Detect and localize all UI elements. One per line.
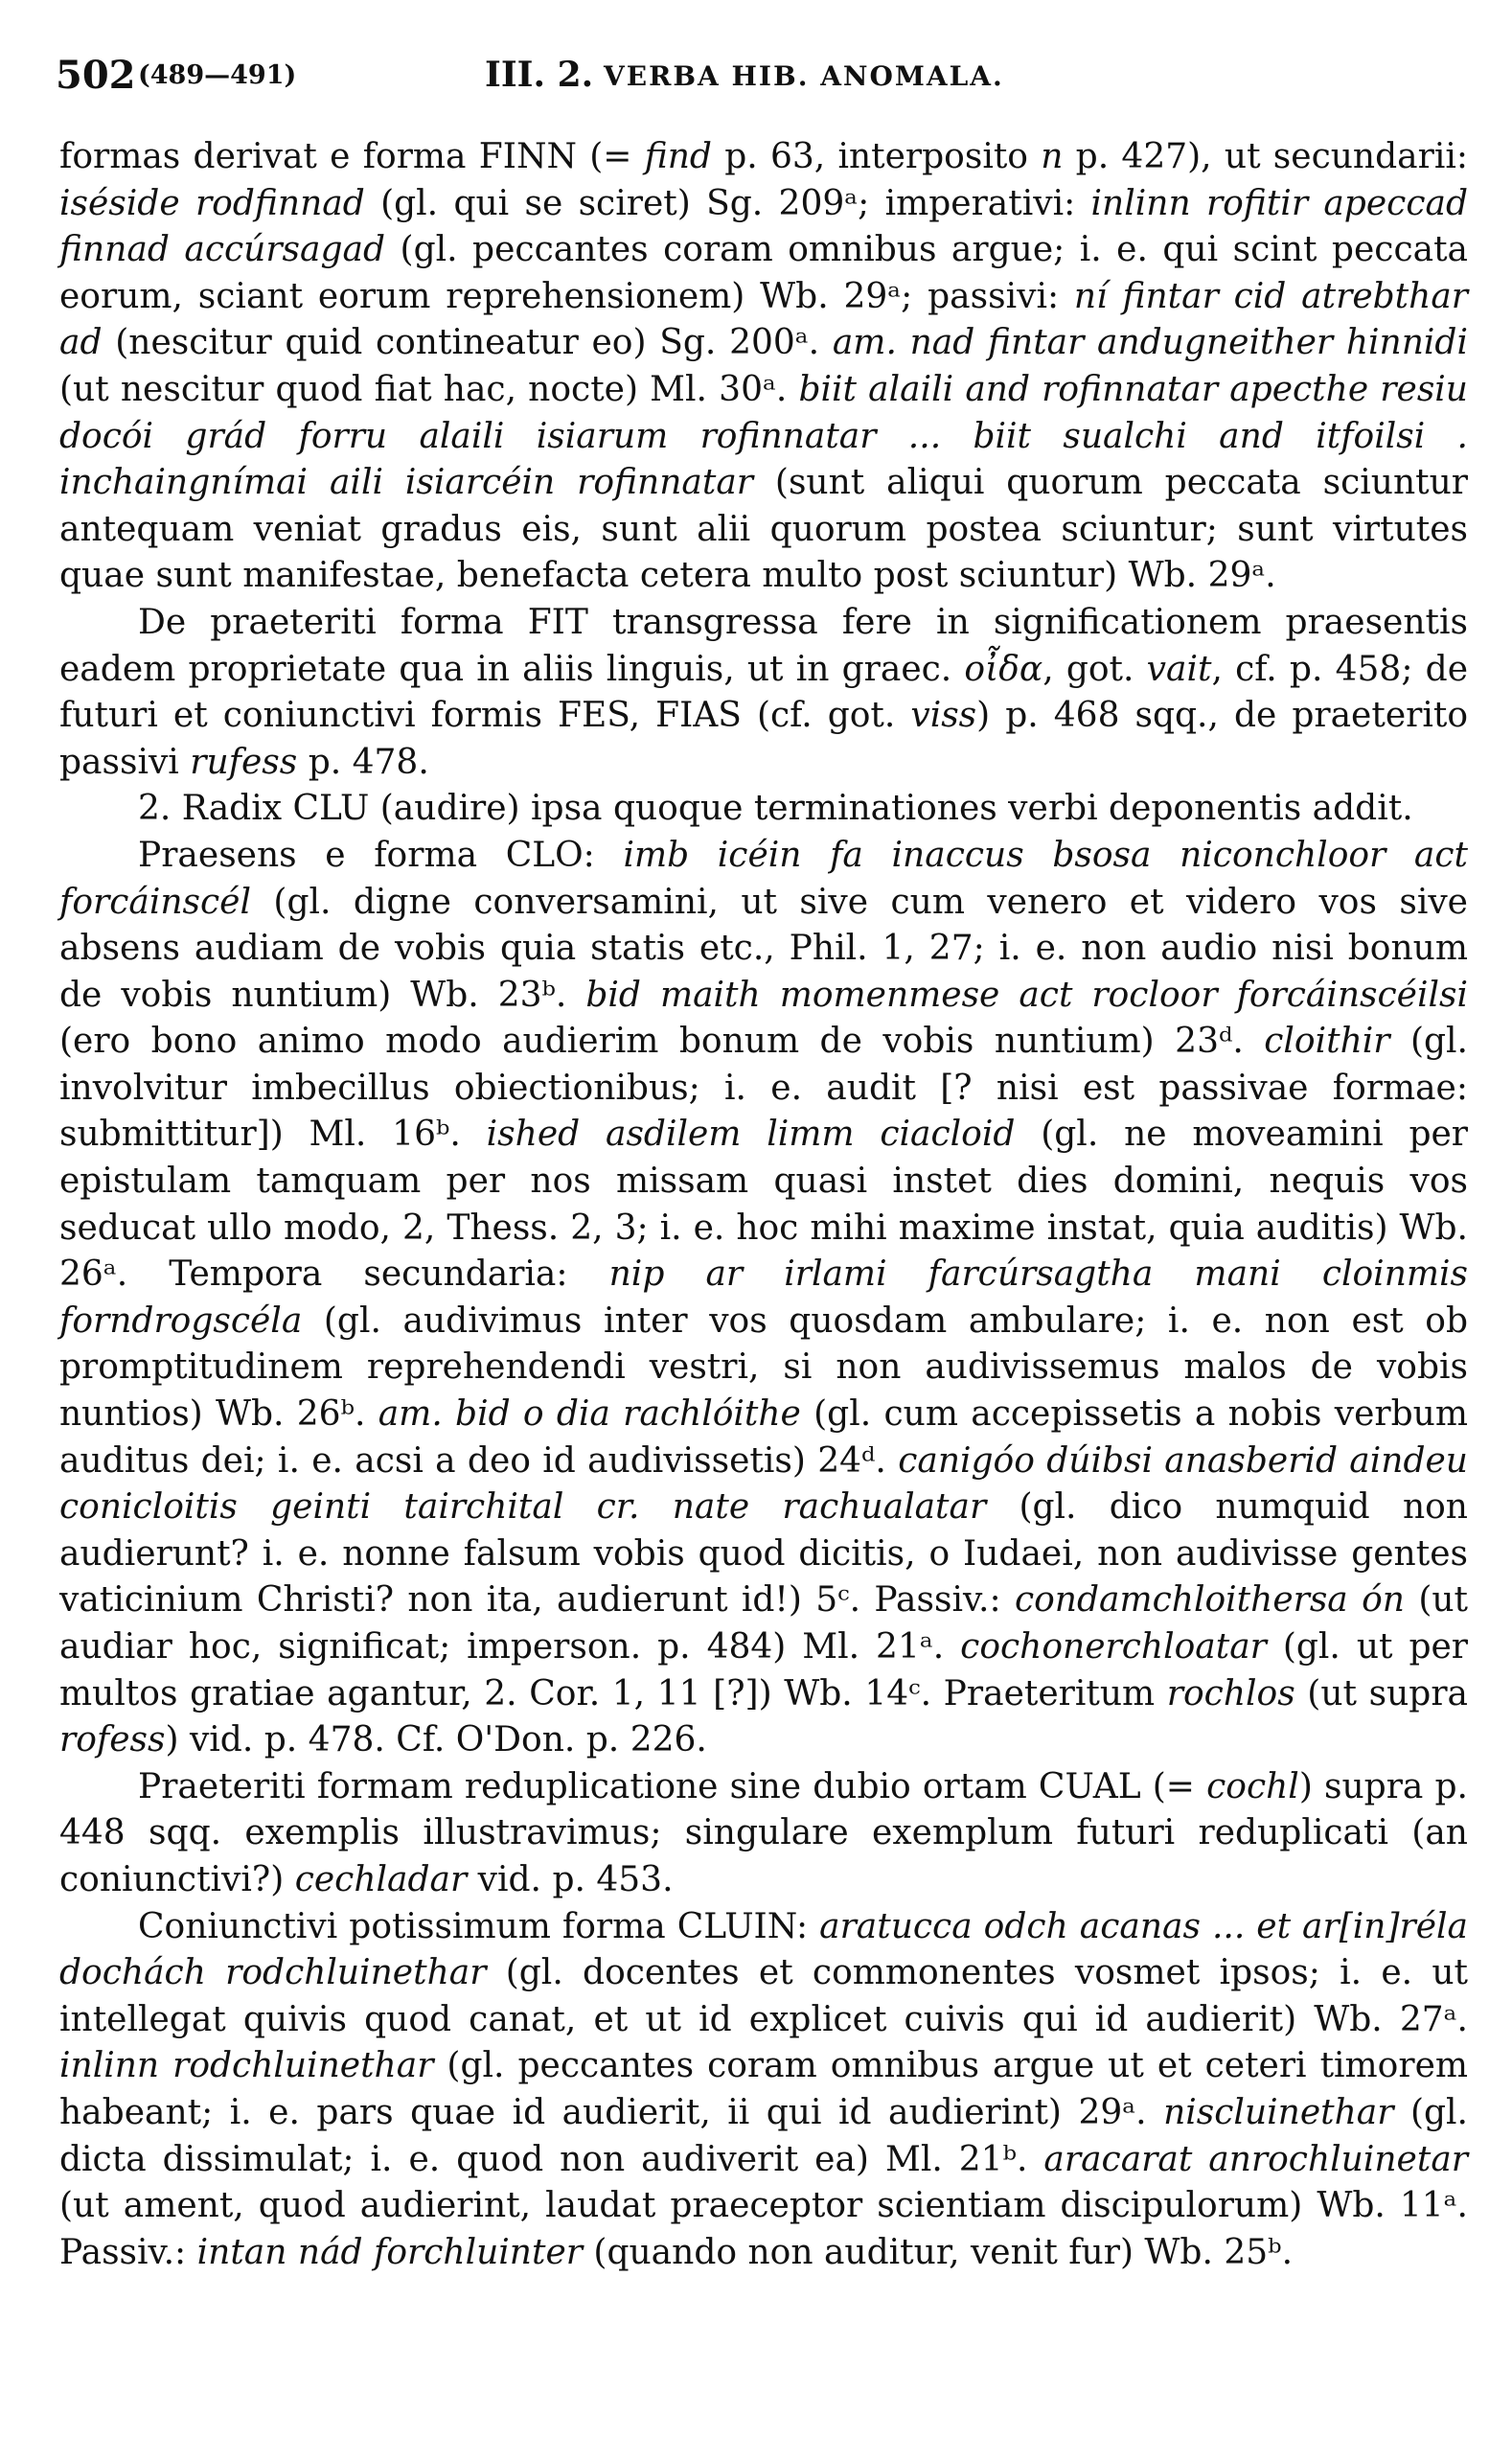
- italic-form: viss: [910, 696, 977, 736]
- italic-form: cloithir: [1264, 1022, 1390, 1062]
- text-run: Coniunctivi potissimum forma CLUIN:: [138, 1906, 820, 1946]
- text-run: De praeteriti forma FIT transgressa fere in significationem praesentis eadem proprietate qua in aliis linguis, ut in graec.: [59, 602, 1468, 689]
- italic-form: cechladar: [294, 1859, 468, 1899]
- italic-form: ished asdilem limm ciacloid: [486, 1115, 1016, 1155]
- text-run: p. 63, interposito: [711, 137, 1042, 176]
- text-run: p. 478.: [297, 742, 429, 782]
- italic-form: bid maith momenmese act rocloor forcáinscéilsi: [585, 975, 1468, 1015]
- text-run: p. 427), ut secundarii:: [1063, 137, 1468, 176]
- italic-form: cochl: [1206, 1766, 1299, 1806]
- italic-form: aratucca odch acanas ... et ar[in]réla dochách rodchluinethar: [59, 1906, 1469, 1993]
- text-run: 2. Radix CLU (audire) ipsa quoque terminationes verbi deponentis addit.: [138, 789, 1413, 829]
- text-run: (gl. peccantes coram omnibus argue ut et ceteri timorem habeant; i. e. pars quae id audierit, ii qui id audierint) 29ᵃ.: [59, 2046, 1469, 2132]
- body-text: [59, 134, 1468, 2434]
- text-run: (gl. dico numquid non audierunt? i. e. nonne falsum vobis quod dicitis, o Iudaei, non audivisse gentes vaticinium Christi? non ita, audierunt id!) 5ᶜ. Passiv.:: [59, 1487, 1468, 1621]
- text-run: (gl. ut per multos gratiae agantur, 2. Cor. 1, 11 [?]) Wb. 14ᶜ. Praeteritum: [59, 1627, 1469, 1714]
- text-run: Praesens e forma CLO:: [138, 835, 624, 875]
- text-run: (ut audiar hoc, significat; imperson. p. 484) Ml. 21ᵃ.: [59, 1580, 1469, 1667]
- paragraph-fit-praeteritum: [59, 600, 1468, 786]
- italic-form: find: [644, 137, 712, 176]
- text-run: (gl. peccantes coram omnibus argue; i. e. qui scint peccata eorum, sciant eorum reprehensionem) Wb. 29ᵃ; passivi:: [59, 230, 1468, 316]
- italic-form: condamchloithersa ón: [1014, 1580, 1405, 1621]
- page-number: 502: [56, 53, 136, 98]
- text-run: (gl. qui se sciret) Sg. 209ᵃ; imperativi:: [364, 183, 1091, 223]
- text-run: (gl. audivimus inter vos quosdam ambulare; i. e. non est ob promptitudinem reprehendendi vestri, si non audivissemus malos de vobis nuntios) Wb. 26ᵇ.: [59, 1300, 1468, 1435]
- text-run: (gl. docentes et commonentes vosmet ipsos; i. e. ut intellegat quivis quod canat, et ut id explicet cuivis qui id audierit) Wb. 27ᵃ.: [59, 1953, 1469, 2039]
- paragraph-cual-praeteritum: [59, 1764, 1468, 1904]
- italic-form: rofess: [59, 1720, 166, 1760]
- text-run: (quando non auditur, venit fur) Wb. 25ᵇ.: [582, 2232, 1294, 2272]
- italic-form: rochlos: [1166, 1673, 1295, 1714]
- italic-form: canigóo dúibsi anasberid aindeu conicloitis geinti tairchital cr. nate rachualatar: [59, 1440, 1468, 1528]
- text-run: (ut ament, quod audierint, laudat praeceptor scientiam discipulorum) Wb. 11ᵃ. Passiv.:: [59, 2186, 1468, 2272]
- paragraph-finn-forms: [59, 134, 1468, 600]
- text-run: vid. p. 453.: [467, 1859, 674, 1899]
- text-run: ) p. 468 sqq., de praeterito passivi: [59, 696, 1469, 782]
- text-run: (ut nescitur quod fiat hac, nocte) Ml. 30ᵃ.: [59, 369, 799, 409]
- italic-form: intan nád forchluinter: [196, 2232, 583, 2272]
- text-run: ) supra p. 448 sqq. exemplis illustravimus; singulare exemplum futuri reduplicati (an coniunctivi?): [59, 1766, 1469, 1899]
- text-run: (ut supra: [1294, 1673, 1468, 1714]
- italic-form: niscluinethar: [1163, 2092, 1394, 2132]
- italic-form: imb icéin fa inaccus bsosa niconchloor act forcáinscél: [59, 835, 1468, 922]
- text-run: (gl. dicta dissimulat; i. e. quod non audiverit ea) Ml. 21ᵇ.: [59, 2092, 1469, 2179]
- text-run: (gl. ne moveamini per epistulam tamquam per nos missam quasi instet dies domini, nequis vos seducat ullo modo, 2, Thess. 2, 3; i. e. hoc mihi maxime instat, quia auditis) Wb. 26ᵃ. Tempora secundaria:: [59, 1115, 1468, 1295]
- paragraph-praesens-clo: [59, 833, 1468, 1764]
- text-run: formas derivat e forma FINN (=: [59, 137, 645, 176]
- italic-form: nip ar irlami farcúrsagtha mani cloinmis forndrogscéla: [59, 1254, 1469, 1341]
- italic-form: am. nad fintar andugneither hinnidi: [832, 323, 1468, 363]
- italic-form: rufess: [190, 742, 298, 782]
- italic-form: iséside rodfinnad: [59, 183, 365, 223]
- paragraph-coniunctivi-cluin: [59, 1904, 1468, 2277]
- italic-form: inlinn rodchluinethar: [59, 2046, 434, 2086]
- paragraph-radix-clu: [59, 786, 1468, 833]
- italic-form: aracarat anrochluinetar: [1043, 2139, 1468, 2179]
- text-run: (nescitur quid contineatur eo) Sg. 200ᵃ.: [102, 323, 833, 363]
- text-run: (ero bono animo modo audierim bonum de vobis nuntium) 23ᵈ.: [59, 1022, 1265, 1062]
- italic-form: cochonerchloatar: [960, 1627, 1267, 1667]
- italic-form: biit alaili and rofinnatar apecthe resiu docói grád forru alaili isiarum rofinnatar ... biit sualchi and itfoilsi . inchaingnímai aili isiarcéin rofinnatar: [59, 369, 1468, 503]
- page-range: (489—491): [138, 60, 297, 90]
- text-run: (gl. digne conversamini, ut sive cum venero et videro vos sive absens audiam de vobis quia statis etc., Phil. 1, 27; i. e. non audio nisi bonum de vobis nuntium) Wb. 23ᵇ.: [59, 882, 1468, 1015]
- text-run: , cf. p. 458; de futuri et coniunctivi formis FES, FIAS (cf. got.: [59, 649, 1468, 736]
- italic-form: vait: [1146, 649, 1212, 689]
- italic-form: ní fintar cid atrebthar ad: [59, 276, 1468, 363]
- italic-form: inlinn rofitir apeccad finnad accúrsagad: [59, 183, 1468, 270]
- text-run: (sunt aliqui quorum peccata sciuntur antequam veniat gradus eis, sunt alii quorum postea sciuntur; sunt virtutes quae sunt manifestae, benefacta cetera multo post sciuntur) Wb. 29ᵃ.: [59, 463, 1468, 596]
- running-title: VERBA HIB. ANOMALA.: [604, 60, 1004, 92]
- italic-form: οἶδα: [964, 649, 1043, 689]
- text-run: Praeteriti formam reduplicatione sine dubio ortam CUAL (=: [138, 1766, 1207, 1806]
- text-run: ) vid. p. 478. Cf. O'Don. p. 226.: [165, 1720, 707, 1760]
- text-run: , got.: [1042, 649, 1147, 689]
- italic-form: n: [1041, 137, 1064, 176]
- text-run: (gl. cum accepissetis a nobis verbum auditus dei; i. e. acsi a deo id audivissetis) 24ᵈ.: [59, 1394, 1469, 1481]
- italic-form: am. bid o dia rachlóithe: [378, 1394, 801, 1435]
- running-head: [56, 53, 1456, 110]
- section-number: III. 2.: [485, 55, 594, 95]
- text-run: (gl. involvitur imbecillus obiectionibus; i. e. audit [? nisi est passivae formae: submittitur]) Ml. 16ᵇ.: [59, 1022, 1468, 1155]
